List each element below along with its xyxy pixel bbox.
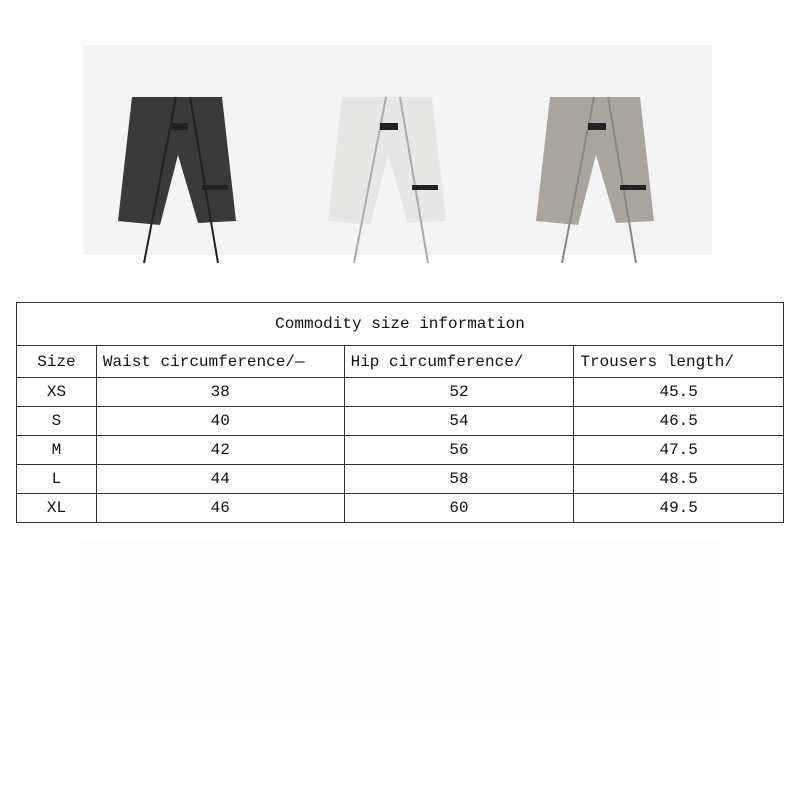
- cell-size: L: [17, 465, 97, 494]
- cell-hip: 58: [344, 465, 574, 494]
- cell-size: XL: [17, 494, 97, 523]
- cell-size: XS: [17, 378, 97, 407]
- cell-waist: 46: [96, 494, 344, 523]
- cell-waist: 40: [96, 407, 344, 436]
- table-row: [17, 465, 784, 494]
- cell-hip: 52: [344, 378, 574, 407]
- cell-size: S: [17, 407, 97, 436]
- cell-length: 46.5: [574, 407, 784, 436]
- product-photo-panel: [83, 45, 712, 255]
- shorts-image-gray: [536, 45, 676, 265]
- shorts-image-light: [328, 45, 468, 265]
- table-header-row: [17, 346, 784, 378]
- cell-length: 49.5: [574, 494, 784, 523]
- header-hip: Hip circumference/: [344, 346, 574, 378]
- table-row: [17, 494, 784, 523]
- cell-length: 48.5: [574, 465, 784, 494]
- table-row: [17, 436, 784, 465]
- cell-length: 47.5: [574, 436, 784, 465]
- table-row: [17, 407, 784, 436]
- shorts-image-dark: [118, 45, 258, 265]
- header-length: Trousers length/: [574, 346, 784, 378]
- cell-waist: 44: [96, 465, 344, 494]
- cell-waist: 38: [96, 378, 344, 407]
- header-waist: Waist circumference/—: [96, 346, 344, 378]
- table-row: [17, 378, 784, 407]
- cell-length: 45.5: [574, 378, 784, 407]
- header-size: Size: [17, 346, 97, 378]
- cell-hip: 54: [344, 407, 574, 436]
- cell-size: M: [17, 436, 97, 465]
- cell-hip: 60: [344, 494, 574, 523]
- blank-area: [80, 540, 720, 720]
- cell-waist: 42: [96, 436, 344, 465]
- cell-hip: 56: [344, 436, 574, 465]
- size-table: [16, 302, 784, 523]
- table-title: Commodity size information: [17, 303, 784, 346]
